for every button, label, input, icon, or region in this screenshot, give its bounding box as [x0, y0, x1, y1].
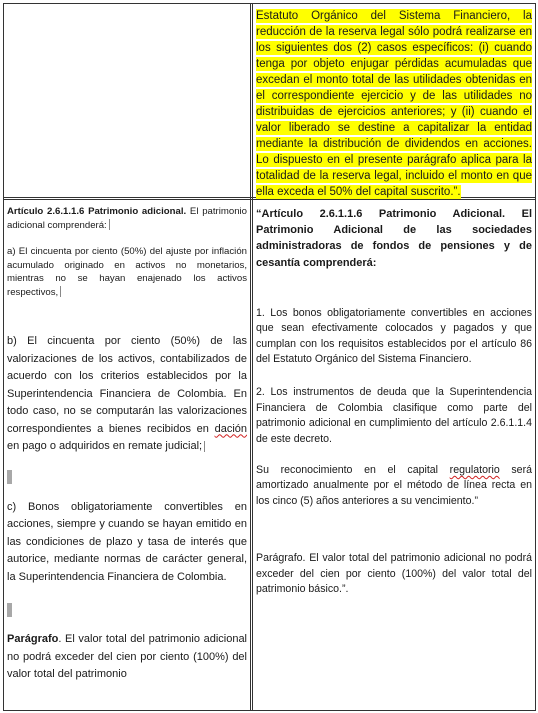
bottom-left-cell [4, 200, 250, 710]
paragraph-marker-icon [7, 603, 12, 617]
empty-paragraph-mark [7, 601, 247, 619]
left-item-c-text: c) Bonos obligatoriamente convertibles en acciones, siempre y cuando se hayan emitido en las condiciones de plazo y tasa de interés que autorice, mediante normas de carácter general, la Superintendencia Financiera de Colombia. [7, 500, 247, 583]
spacer [7, 299, 247, 333]
right-recognition [256, 463, 532, 509]
paragraph-marker-icon [7, 470, 12, 484]
text-cursor [204, 441, 205, 452]
spacer [256, 367, 532, 385]
spellcheck-word: dación [214, 422, 247, 435]
left-article-title: Artículo 2.6.1.1.6 Patrimonio adicional. [7, 206, 187, 217]
left-article-intro: El patrimonio adicional comprenderá: [7, 206, 248, 231]
right-recognition-text-end: será amortizado anualmente por el método de línea recta en los cinco (5) años anteriores a su vencimiento.” [256, 464, 532, 507]
left-paragrafo [7, 631, 247, 684]
spacer [256, 509, 532, 551]
bottom-right-cell [253, 200, 535, 710]
left-item-b [7, 333, 247, 456]
right-paragrafo: Parágrafo. El valor total del patrimonio adicional no podrá exceder del cien por ciento (100%) del valor total del patrimonio básico.”. [256, 552, 532, 596]
comparison-table [3, 3, 536, 711]
highlighted-text: Estatuto Orgánico del Sistema Financiero, la reducción de la reserva legal sólo podrá realizarse en los siguientes dos (2) casos específicos: (i) cuando tenga por objeto enjugar pérdidas acumuladas que excedan el monto total de las utilidades obtenidas en el correspondiente ejercicio y de las utilidades no distribuidas de ejercicios anteriores; y (ii) cuando el valor liberado se destine a capitalizar la entidad mediante la distribución de dividendos en acciones. Lo dispuesto en el presente parágrafo aplica para la totalidad de la reserva legal, incluido el monto en que ella exceda el 50% del capital suscrito.”. [256, 10, 532, 198]
left-item-a [7, 245, 247, 299]
left-item-b-text-end: en pago o adquiridos en remate judicial; [7, 440, 203, 452]
text-cursor [109, 219, 110, 230]
left-paragrafo-text: . El valor total del patrimonio adicional no podrá exceder del cien por ciento (100%) del valor total del patrimonio [7, 633, 247, 680]
right-item-2: 2. Los instrumentos de deuda que la Superintendencia Financiera de Colombia clasifique como parte del patrimonio adicional en cumplimiento del artículo 2.6.1.1.4 de este decreto. [256, 386, 532, 445]
empty-paragraph-mark [7, 469, 247, 487]
right-article-heading: “Artículo 2.6.1.1.6 Patrimonio Adicional. El Patrimonio Adicional de las sociedades administradoras de fondos de pensiones y de cesantía comprenderá: [256, 208, 532, 269]
right-item-1: 1. Los bonos obligatoriamente convertibles en acciones que sean efectivamente colocados y pagados y que cumplan con los requisitos establecidos por el artículo 86 del Estatuto Orgánico del Sistema Financiero. [256, 306, 532, 366]
spellcheck-word: regulatorio [449, 464, 500, 477]
right-recognition-text: Su reconocimiento en el capital [256, 464, 450, 477]
spacer [256, 447, 532, 463]
highlighted-paragraph [256, 8, 532, 200]
left-paragrafo-label: Parágrafo [7, 633, 59, 645]
top-right-cell [253, 4, 535, 197]
text-cursor [60, 286, 61, 297]
left-item-a-text: a) El cincuenta por ciento (50%) del ajuste por inflación acumulado originado en activos no monetarios, mientras no se hayan enajenado los activos respectivos, [7, 246, 247, 298]
top-left-cell [4, 4, 250, 197]
left-item-b-text: b) El cincuenta por ciento (50%) de las valorizaciones de los activos, contabilizados de acuerdo con los criterios establecidos por la Superintendencia Financiera de Colombia. En todo caso, no se computarán las valorizaciones correspondientes a bienes recibidos en [7, 335, 247, 435]
spacer [256, 271, 532, 306]
left-article-heading [7, 205, 247, 232]
left-item-c [7, 499, 247, 587]
